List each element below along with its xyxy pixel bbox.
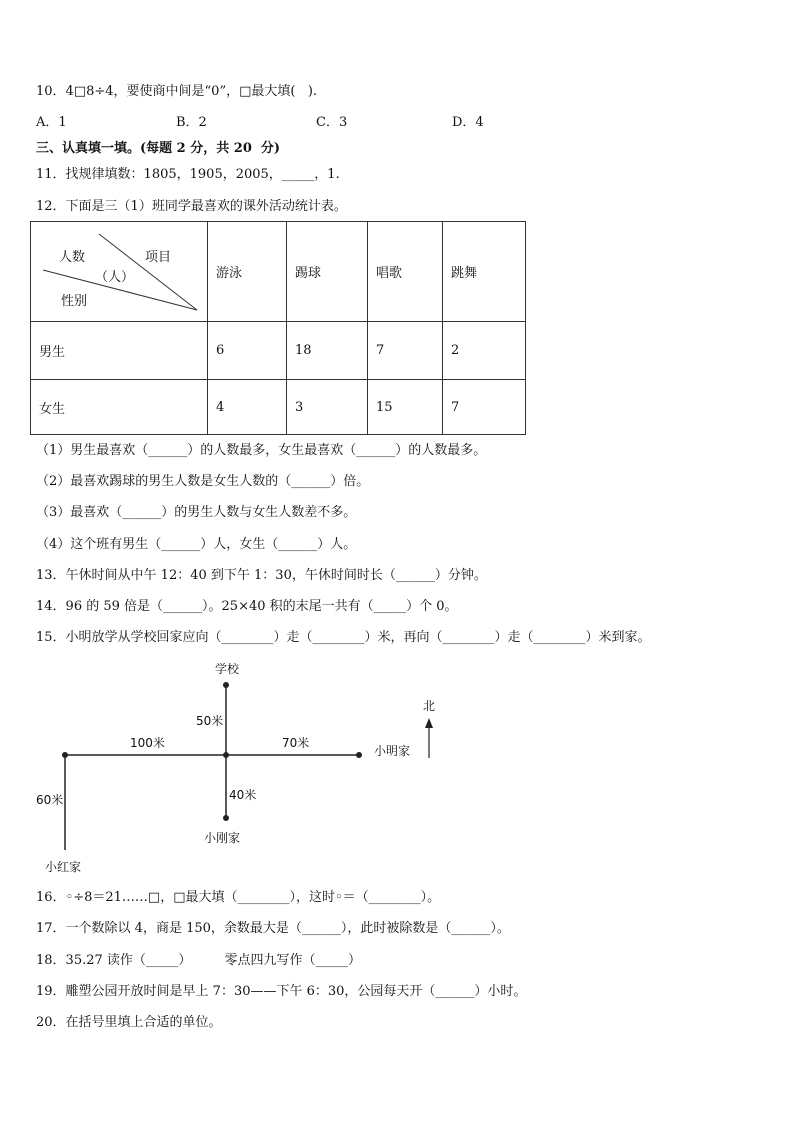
xiaoming-point xyxy=(356,752,362,758)
q18-text: 18．35.27 读作（_____） 零点四九写作（_____） xyxy=(36,953,361,968)
header-project-label: 项目 xyxy=(145,250,172,265)
column-header: 踢球 xyxy=(287,222,368,322)
map-label-xiaogang: 小刚家 xyxy=(204,831,241,845)
activity-stat-table xyxy=(30,221,526,435)
map-label-right-distance: 70米 xyxy=(282,736,310,750)
q11-text: 11．找规律填数：1805，1905，2005，_____，1. xyxy=(36,167,340,182)
left-point xyxy=(62,752,68,758)
map-label-xiaoming: 小明家 xyxy=(374,744,411,758)
table-cell: 15 xyxy=(368,380,443,435)
map-label-left-down-distance: 60米 xyxy=(36,793,64,807)
table-cell: 18 xyxy=(287,322,368,380)
xiaogang-point xyxy=(223,815,229,821)
row-label: 男生 xyxy=(31,322,208,380)
map-label-down-distance: 40米 xyxy=(229,788,257,802)
q12-sub3: （3）最喜欢（______）的男生人数与女生人数差不多。 xyxy=(36,505,357,520)
q12-intro: 12．下面是三（1）班同学最喜欢的课外活动统计表。 xyxy=(36,199,347,214)
q10-text: 10．4□8÷4，要使商中间是“0”，□最大填( ). xyxy=(36,84,318,99)
table-cell: 7 xyxy=(443,380,526,435)
q10-option-d: D．4 xyxy=(452,115,484,130)
map-label-north: 北 xyxy=(423,699,436,713)
header-unit-label: （人） xyxy=(95,270,135,285)
table-cell: 2 xyxy=(443,322,526,380)
header-people-label: 人数 xyxy=(59,250,86,265)
q19-text: 19．雕塑公园开放时间是早上 7：30——下午 6：30，公园每天开（______）小时。 xyxy=(36,984,527,999)
table-row xyxy=(31,322,526,380)
school-point xyxy=(223,682,229,688)
table-row xyxy=(31,380,526,435)
column-header: 唱歌 xyxy=(368,222,443,322)
column-header: 游泳 xyxy=(208,222,287,322)
header-gender-label: 性别 xyxy=(61,294,88,309)
q10-option-a: A．1 xyxy=(36,115,67,130)
q17-text: 17．一个数除以 4，商是 150，余数最大是（______），此时被除数是（______）。 xyxy=(36,921,510,936)
q10-option-b: B．2 xyxy=(176,115,207,130)
q14-text: 14．96 的 59 倍是（______）。25×40 积的末尾一共有（_____）个 0。 xyxy=(36,599,458,614)
table-header-diagonal-cell xyxy=(31,222,208,322)
map-label-school-distance: 50米 xyxy=(196,714,224,728)
row-label: 女生 xyxy=(31,380,208,435)
map-label-left-distance: 100米 xyxy=(130,736,165,750)
map-label-school: 学校 xyxy=(215,662,240,676)
q12-sub4: （4）这个班有男生（______）人，女生（______）人。 xyxy=(36,537,357,552)
q15-text: 15．小明放学从学校回家应向（________）走（________）米，再向（________）走（________）米到家。 xyxy=(36,630,651,645)
section-3-title: 三、认真填一填。(每题 2 分，共 20 分) xyxy=(36,141,281,156)
q10-option-c: C．3 xyxy=(316,115,348,130)
map-label-xiaohong: 小红家 xyxy=(45,860,82,874)
q16-text: 16．◦÷8＝21……□，□最大填（________），这时◦＝（________）。 xyxy=(36,890,441,905)
q12-sub1: （1）男生最喜欢（______）的人数最多，女生最喜欢（______）的人数最多。 xyxy=(36,443,487,458)
table-cell: 4 xyxy=(208,380,287,435)
column-header: 跳舞 xyxy=(443,222,526,322)
q13-text: 13．午休时间从中午 12：40 到下午 1：30，午休时间时长（______）分钟。 xyxy=(36,568,487,583)
table-cell: 6 xyxy=(208,322,287,380)
q12-sub2: （2）最喜欢踢球的男生人数是女生人数的（______）倍。 xyxy=(36,474,370,489)
center-point xyxy=(223,752,229,758)
q20-text: 20．在括号里填上合适的单位。 xyxy=(36,1015,222,1030)
north-arrowhead-icon xyxy=(425,718,433,728)
table-cell: 3 xyxy=(287,380,368,435)
table-cell: 7 xyxy=(368,322,443,380)
